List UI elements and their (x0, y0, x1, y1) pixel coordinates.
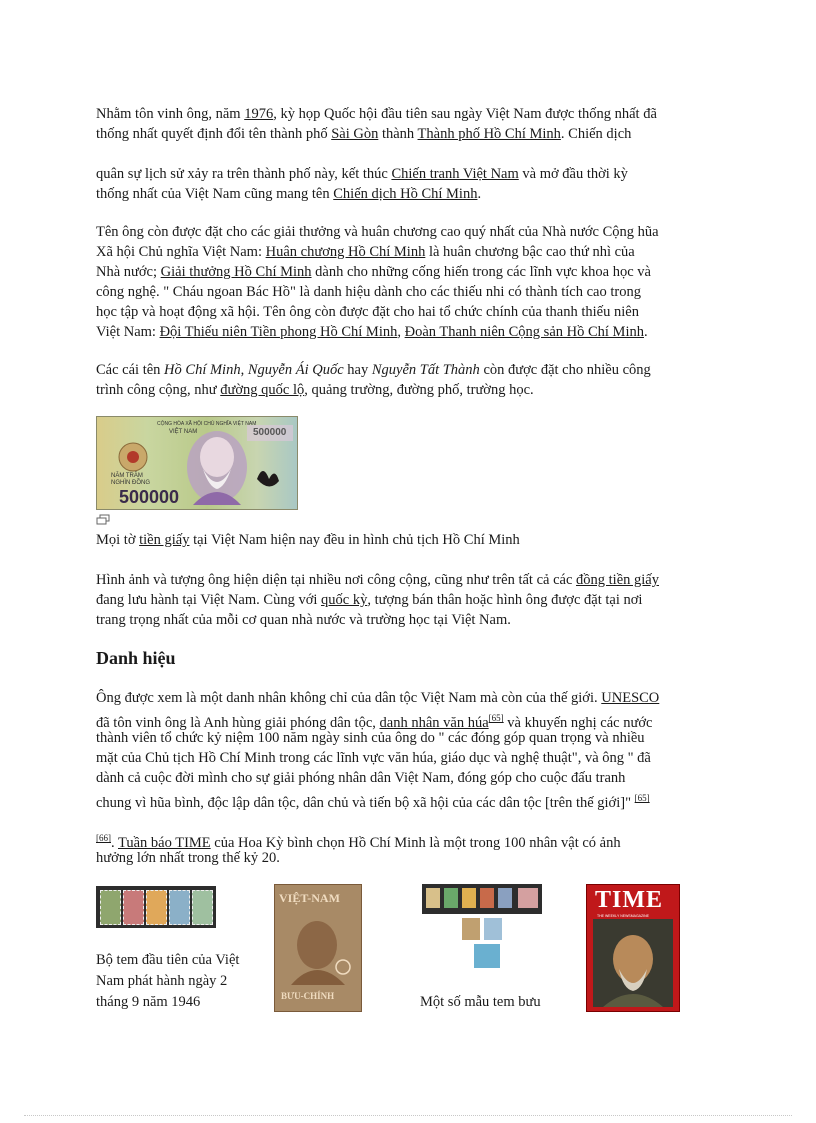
text: Mọi tờ (96, 532, 140, 548)
link-sai-gon[interactable]: Sài Gòn (331, 126, 379, 142)
paragraph-line (96, 322, 648, 342)
stamps-caption-line: Nam phát hành ngày 2 (96, 973, 228, 989)
text: chung vì hũa bình, độc lập dân tộc, dân chủ và tiến bộ xã hội của các dân tộc [trên thế giới]" (96, 795, 635, 811)
link-unesco[interactable]: UNESCO (601, 690, 660, 706)
text: . (477, 186, 482, 202)
text: Ông được xem là một danh nhân không chỉ của dân tộc Việt Nam mà còn của thế giới. (96, 690, 602, 706)
expand-icon[interactable] (96, 514, 110, 526)
image-caption (96, 530, 520, 550)
sheet-caption: Một số mẫu tem bưu (420, 994, 541, 1010)
paragraph-line (96, 688, 659, 708)
link-tien-giay[interactable]: tiền giấy (139, 532, 190, 548)
stamp (426, 888, 440, 908)
text: thống nhất quyết định đổi tên thành phố (96, 126, 332, 142)
stamp (192, 890, 213, 925)
link-doan-thanh-nien[interactable]: Đoàn Thanh niên Cộng sản Hồ Chí Minh (404, 324, 644, 340)
stamp (480, 888, 494, 908)
paragraph-line: học tập và hoạt động xã hội. Tên ông còn được đặt cho hai tổ chức chính của thanh thiếu niên (96, 304, 639, 320)
paragraph-line (96, 788, 650, 813)
banknote-value: 500000 (119, 487, 180, 507)
text: đang lưu hành tại Việt Nam. Cùng với (96, 592, 322, 608)
stamp-sheet-image (422, 884, 542, 970)
italic-name: Hồ Chí Minh (164, 362, 241, 378)
page-bottom-border (24, 1115, 792, 1116)
link-chien-dich-hcm[interactable]: Chiến dịch Hồ Chí Minh (333, 186, 478, 202)
text: . (643, 324, 648, 340)
paragraph-line: mặt của Chủ tịch Hồ Chí Minh trong các lĩnh vực văn húa, giáo dục và nghệ thuật", và ông " đã (96, 750, 651, 766)
paragraph-line (96, 164, 628, 184)
text: và mở đầu thời kỳ (518, 166, 628, 182)
stamp (100, 890, 121, 925)
link-tuan-bao-time[interactable]: Tuần báo TIME (118, 835, 211, 851)
banknote-words: NĂM TRĂM NGHÌN ĐỒNG (111, 473, 150, 486)
link-danh-nhan-van-hoa[interactable]: danh nhân văn húa (379, 715, 489, 731)
time-cover-tagline: THE WEEKLY NEWSMAGAZINE (597, 914, 649, 918)
text: . Chiến dịch (560, 126, 632, 142)
paragraph-line: hưởng lớn nhất trong thế kỷ 20. (96, 850, 280, 866)
stamps-caption-line: Bộ tem đầu tiên của Việt (96, 952, 240, 968)
text: của Hoa Kỳ bình chọn Hồ Chí Minh là một trong 100 nhân vật có ảnh (210, 835, 621, 851)
section-heading: Danh hiệu (96, 648, 176, 668)
paragraph-line: Tên ông còn được đặt cho các giải thưởng và huân chương cao quý nhất của Nhà nước Cộng hũa (96, 224, 659, 240)
paragraph-line (96, 570, 659, 590)
stamp (146, 890, 167, 925)
link-quoc-ky[interactable]: quốc kỳ (321, 592, 368, 608)
first-stamps-image (96, 886, 216, 928)
italic-name: Nguyễn Ái Quốc (247, 362, 344, 378)
banknote-header: CỘNG HÒA XÃ HỘI CHỦ NGHĨA VIỆT NAM (157, 421, 257, 427)
text: hay (343, 362, 372, 378)
footnote-65[interactable]: [65] (488, 713, 504, 723)
text: trình công cộng, như (96, 382, 221, 398)
paragraph-line: dành cả cuộc đời mình cho sự giải phóng nhân dân Việt Nam, đóng góp cho cuộc đấu tranh (96, 770, 626, 786)
paragraph-line: công nghệ. " Cháu ngoan Bác Hồ" là danh hiệu dành cho các thiếu nhi có thành tích cao trong (96, 284, 641, 300)
stamps-caption-line: tháng 9 năm 1946 (96, 994, 201, 1010)
text: thành (378, 126, 418, 142)
text: đã tôn vinh ông là Anh hùng giải phóng dân tộc, (96, 715, 380, 731)
text: quân sự lịch sử xảy ra trên thành phố này, kết thúc (96, 166, 392, 182)
paragraph-line (96, 104, 657, 124)
link-1976[interactable]: 1976 (244, 106, 274, 122)
text: thống nhất của Việt Nam cũng mang tên (96, 186, 334, 202)
paragraph-line (96, 262, 651, 282)
text: Các cái tên (96, 362, 165, 378)
time-cover-image (586, 884, 680, 1012)
stamp (444, 888, 458, 908)
link-thanh-pho-hcm[interactable]: Thành phố Hồ Chí Minh (417, 126, 561, 142)
old-stamp-bottom-text: BƯU-CHÍNH (281, 991, 335, 1001)
footnote-65[interactable]: [65] (634, 793, 650, 803)
text: Nhằm tôn vinh ông, năm (96, 106, 245, 122)
stamp (462, 888, 476, 908)
text: Việt Nam: (96, 324, 160, 340)
paragraph-line (96, 590, 642, 610)
paragraph-line (96, 242, 635, 262)
stamp (123, 890, 144, 925)
paragraph-line (96, 124, 631, 144)
text: , kỳ họp Quốc hội đầu tiên sau ngày Việt Nam được thống nhất đã (273, 106, 657, 122)
link-doi-thieu-nien[interactable]: Đội Thiếu niên Tiền phong Hồ Chí Minh (159, 324, 398, 340)
paragraph-line (96, 184, 481, 204)
stamp (484, 918, 502, 940)
stamp (169, 890, 190, 925)
stamp (462, 918, 480, 940)
footnote-66[interactable]: [66] (96, 833, 111, 843)
text: , tượng bán thân hoặc hình ông được đặt tại nơi (367, 592, 643, 608)
old-stamp-image (274, 884, 362, 1012)
text: , (240, 362, 248, 378)
text: Nhà nước; (96, 264, 161, 280)
link-giai-thuong-hcm[interactable]: Giải thưởng Hồ Chí Minh (160, 264, 312, 280)
text: Hình ảnh và tượng ông hiện diện tại nhiều nơi công cộng, cũng như trên tất cả các (96, 572, 577, 588)
text: dành cho những cống hiến trong các lĩnh vực khoa học và (311, 264, 651, 280)
stamp (518, 888, 538, 908)
text: còn được đặt cho nhiều công (479, 362, 651, 378)
text: , (397, 324, 405, 340)
text: là huân chương bậc cao thứ nhì của (425, 244, 635, 260)
paragraph-line (96, 380, 534, 400)
stamp (498, 888, 512, 908)
text: . (111, 835, 118, 851)
text: Xã hội Chủ nghĩa Việt Nam: (96, 244, 266, 260)
text: tại Việt Nam hiện nay đều in hình chủ tịch Hồ Chí Minh (189, 532, 520, 548)
link-huan-chuong-hcm[interactable]: Huân chương Hồ Chí Minh (265, 244, 426, 260)
old-stamp-top-text: VIỆT-NAM (279, 891, 340, 905)
time-cover-title: TIME (595, 887, 664, 913)
link-duong-quoc-lo[interactable]: đường quốc lộ (220, 382, 305, 398)
banknote-image (96, 416, 298, 510)
italic-name: Nguyễn Tất Thành (371, 362, 480, 378)
paragraph-line (96, 360, 651, 380)
banknote-small-value: 500000 (253, 427, 287, 438)
text: và khuyến nghị các nước (503, 715, 653, 731)
text: , quảng trường, đường phố, trường học. (304, 382, 534, 398)
paragraph-line: trang trọng nhất của mỗi cơ quan nhà nước và trường học tại Việt Nam. (96, 612, 511, 628)
stamp (474, 944, 500, 968)
link-dong-tien-giay[interactable]: đồng tiền giấy (576, 572, 659, 588)
paragraph-line: thành viên tổ chức kỷ niệm 100 năm ngày sinh của ông do " các đóng góp quan trọng và nhiều (96, 730, 645, 746)
link-chien-tranh-viet-nam[interactable]: Chiến tranh Việt Nam (391, 166, 519, 182)
banknote-country: VIỆT NAM (169, 429, 198, 435)
